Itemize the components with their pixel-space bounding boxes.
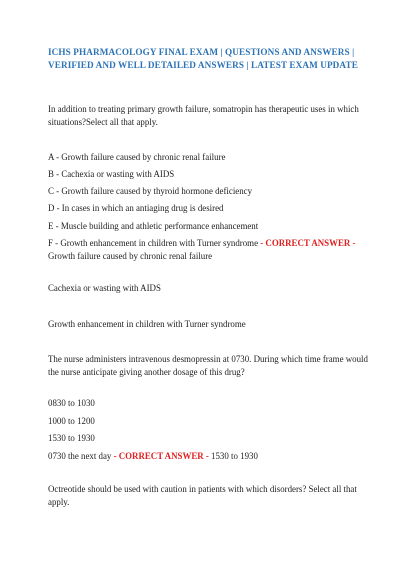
question-1-option-a: A - Growth failure caused by chronic renal failure [48,152,226,162]
question-1-option-f-with-answer [48,237,368,263]
question-2-text: The nurse administers intravenous desmopressin at 0730. During which time frame would the nurse anticipate giving another dosage of this drug? [48,354,368,377]
question-1-option-e: E - Muscle building and athletic performance enhancement [48,221,259,231]
question-1-option-b: B - Cachexia or wasting with AIDS [48,169,175,179]
question-1-option-f: F - Growth enhancement in children with Turner syndrome [48,238,259,248]
correct-answer-label: - CORRECT ANSWER - [260,238,356,248]
question-1-option-d: D - In cases in which an antiaging drug is desired [48,203,224,213]
question-1-answer-3: Growth enhancement in children with Turner syndrome [48,319,246,329]
correct-answer-label: - CORRECT ANSWER - [113,451,209,461]
question-1-option-c: C - Growth failure caused by thyroid hormone deficiency [48,186,253,196]
question-2-option-c: 1530 to 1930 [48,433,95,443]
question-1-text: In addition to treating primary growth failure, somatropin has therapeutic uses in which situations?Select all that apply. [48,104,359,127]
question-2-option-a: 0830 to 1030 [48,398,95,408]
question-1-answer-2: Cachexia or wasting with AIDS [48,283,161,293]
question-2-answer: 1530 to 1930 [211,451,258,461]
question-1-answer-1: Growth failure caused by chronic renal failure [48,251,213,261]
question-3-text: Octreotide should be used with caution in patients with which disorders? Select all that apply. [48,484,357,507]
document-title: ICHS PHARMACOLOGY FINAL EXAM | QUESTIONS AND ANSWERS | VERIFIED AND WELL DETAILED ANSWERS | LATEST EXAM UPDATE [48,47,358,70]
question-2-option-d: 0730 the next day [48,451,112,461]
question-2-option-d-with-answer [48,450,368,463]
question-2-option-b: 1000 to 1200 [48,416,95,426]
